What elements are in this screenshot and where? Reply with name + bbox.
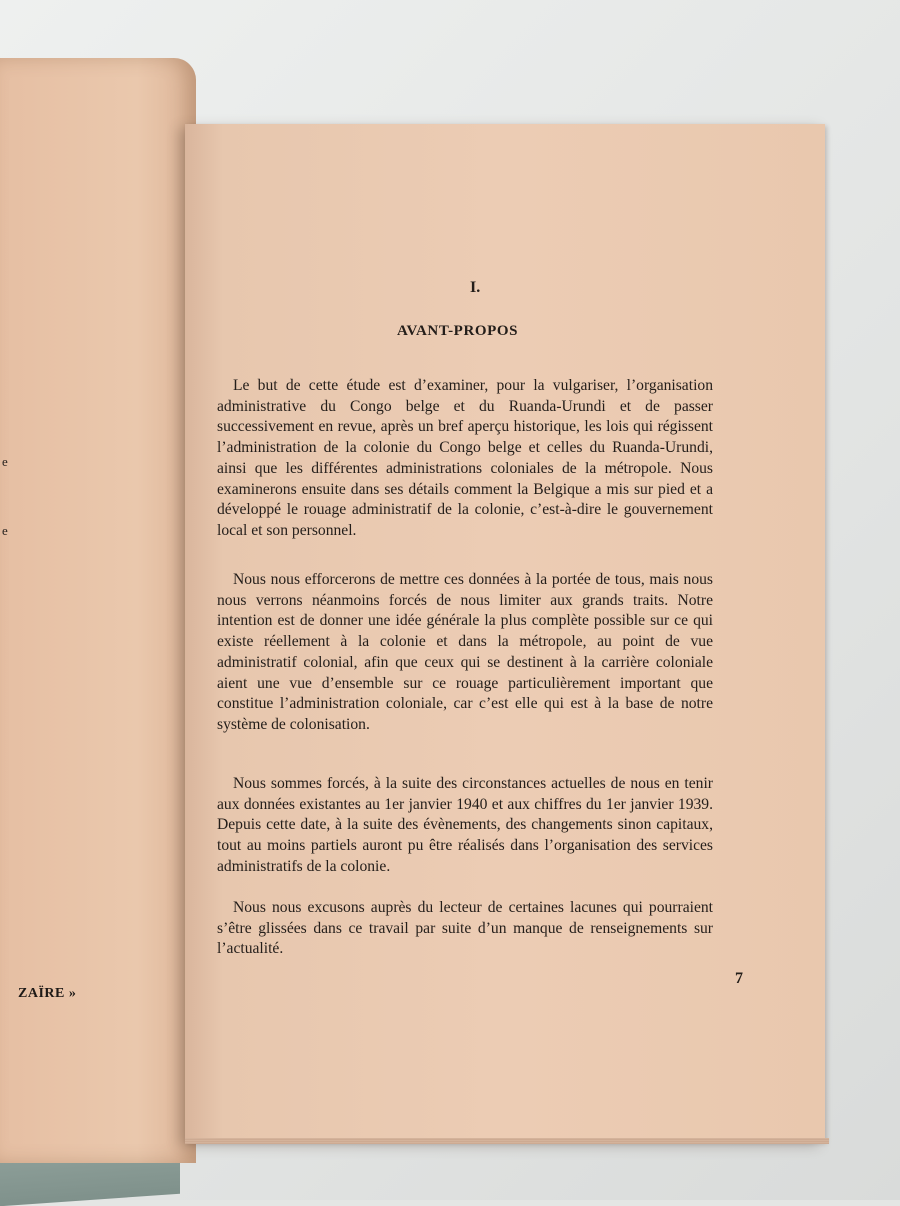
right-page bbox=[185, 124, 825, 1142]
paragraph: Nous sommes forcés, à la suite des circonstances actuelles de nous en tenir aux données existantes au 1er janvier 1940 et aux chiffres du 1er janvier 1939. Depuis cette date, à la suite des évènements, des changements sinon capitaux, tout au moins partiels auront pu être réalisés dans l’organisation des services administratifs de la colonie. bbox=[217, 775, 713, 875]
page-block-edge bbox=[185, 1138, 829, 1144]
left-page-footer: ZAÏRE » bbox=[18, 986, 77, 1001]
paragraph: Nous nous excusons auprès du lecteur de certaines lacunes qui pourraient s’être glissées dans ce travail par suite d’un manque de renseignements sur l’actualité. bbox=[217, 899, 713, 958]
left-page bbox=[0, 58, 196, 1163]
paragraph: Le but de cette étude est d’examiner, pour la vulgariser, l’organisation administrative du Congo belge et du Ruanda-Urundi et de passer successivement en revue, après un bref aperçu historique, les lois qui régissent l’administration de la colonie du Congo belge et celles du Ruanda-Urundi, ainsi que les différentes administrations coloniales de la métropole. Nous examinerons ensuite dans ses détails comment la Belgique a mis sur pied et a développé le rouage administratif de la colonie, c’est-à-dire le gouvernement local et son personnel. bbox=[217, 377, 713, 539]
paragraph: Nous nous efforcerons de mettre ces données à la portée de tous, mais nous nous verrons néanmoins forcés de nous limiter aux grands traits. Notre intention est de donner une idée générale la plus complète possible sur ce qui existe réellement à la colonie et dans la métropole, au point de vue administratif colonial, afin que ceux qui se destinent à la carrière coloniale aient une vue d’ensemble sur ce rouage particulièrement important que constitue l’administration coloniale, car c’est elle qui est à la base de notre système de colonisation. bbox=[217, 571, 713, 733]
left-page-text-fragment: e bbox=[2, 454, 8, 469]
chapter-numeral: I. bbox=[470, 279, 481, 296]
chapter-heading: AVANT-PROPOS bbox=[397, 323, 519, 339]
page-number: 7 bbox=[735, 970, 743, 987]
left-page-text-fragment: e bbox=[2, 523, 8, 538]
